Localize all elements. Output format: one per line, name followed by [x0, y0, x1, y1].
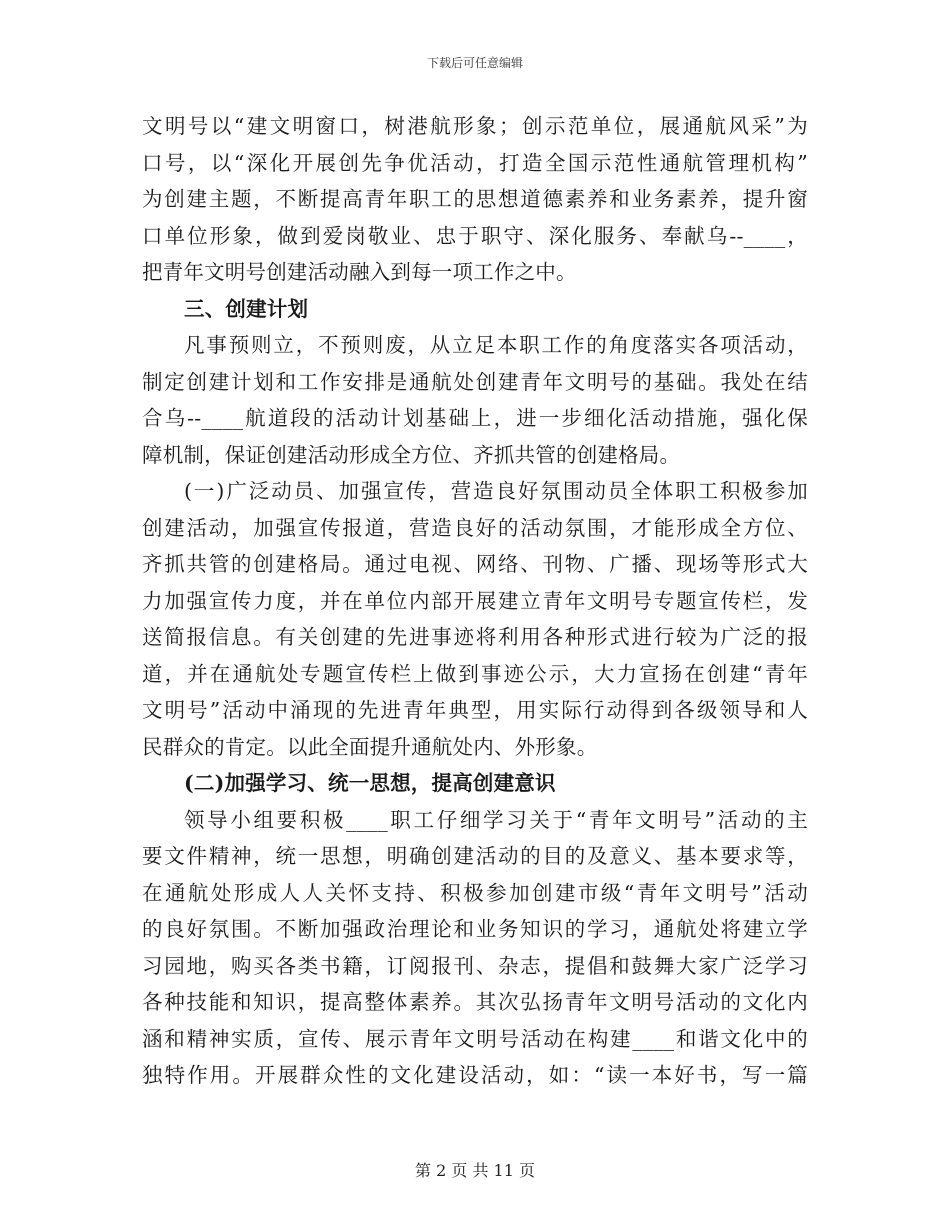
text-line: 口号，以“深化开展创先争优活动，打造全国示范性通航管理机构” — [142, 150, 808, 175]
text-line: 力加强宣传力度，并在单位内部开展建立青年文明号专题宣传栏，发 — [142, 588, 808, 613]
text-line: 创建活动，加强宣传报道，营造良好的活动氛围，才能形成全方位、 — [142, 515, 808, 540]
text-line: 把青年文明号创建活动融入到每一项工作之中。 — [142, 260, 577, 284]
text-line: (一)广泛动员、加强宣传，营造良好氛围动员全体职工积极参加 — [184, 479, 808, 503]
page-number-footer: 第 2 页 共 11 页 — [415, 1161, 535, 1180]
text-line: 凡事预则立，不预则废，从立足本职工作的角度落实各项活动， — [184, 333, 808, 357]
text-line: 合乌--____航道段的活动计划基础上，进一步细化活动措施，强化保 — [142, 406, 808, 430]
text-line: 独特作用。开展群众性的文化建设活动，如：“读一本好书，写一篇 — [142, 1063, 808, 1087]
text-line: 送简报信息。有关创建的先进事迹将利用各种形式进行较为广泛的报 — [142, 625, 808, 649]
text-line: 为创建主题，不断提高青年职工的思想道德素养和业务素养，提升窗 — [142, 187, 808, 211]
text-line: 齐抓共管的创建格局。通过电视、网络、刊物、广播、现场等形式大 — [142, 552, 808, 576]
text-line: 障机制，保证创建活动形成全方位、齐抓共管的创建格局。 — [142, 442, 681, 467]
text-line: 涵和精神实质，宣传、展示青年文明号活动在构建____和谐文化中的 — [142, 1026, 808, 1051]
text-line: 在通航处形成人人关怀支持、积极参加创建市级“青年文明号”活动 — [142, 880, 808, 905]
text-line: 道，并在通航处专题宣传栏上做到事迹公示，大力宣扬在创建“青年 — [142, 661, 808, 686]
text-line: 民群众的肯定。以此全面提升通航处内、外形象。 — [142, 734, 598, 759]
text-line: 习园地，购买各类书籍，订阅报刊、杂志，提倡和鼓舞大家广泛学习 — [142, 953, 808, 978]
text-line: 要文件精神，统一思想，明确创建活动的目的及意义、基本要求等， — [142, 844, 808, 868]
text-line: 文明号”活动中涌现的先进青年典型，用实际行动得到各级领导和人 — [142, 698, 808, 722]
section-heading: 三、创建计划 — [184, 296, 309, 321]
text-line: 各种技能和知识，提高整体素养。其次弘扬青年文明号活动的文化内 — [142, 990, 808, 1014]
text-line: 领导小组要积极____职工仔细学习关于“青年文明号”活动的主 — [184, 807, 808, 832]
text-line: 的良好氛围。不断加强政治理论和业务知识的学习，通航处将建立学 — [142, 917, 808, 941]
document-body — [142, 108, 808, 1094]
page-header-note: 下载后可任意编辑 — [426, 56, 523, 70]
section-heading: (二)加强学习、统一思想，提高创建意识 — [184, 771, 556, 795]
text-line: 文明号以“建文明窗口，树港航形象；创示范单位，展通航风采”为 — [142, 114, 808, 138]
text-line: 制定创建计划和工作安排是通航处创建青年文明号的基础。我处在结 — [142, 369, 808, 394]
text-line: 口单位形象，做到爱岗敬业、忠于职守、深化服务、奉献乌--____， — [142, 223, 808, 248]
